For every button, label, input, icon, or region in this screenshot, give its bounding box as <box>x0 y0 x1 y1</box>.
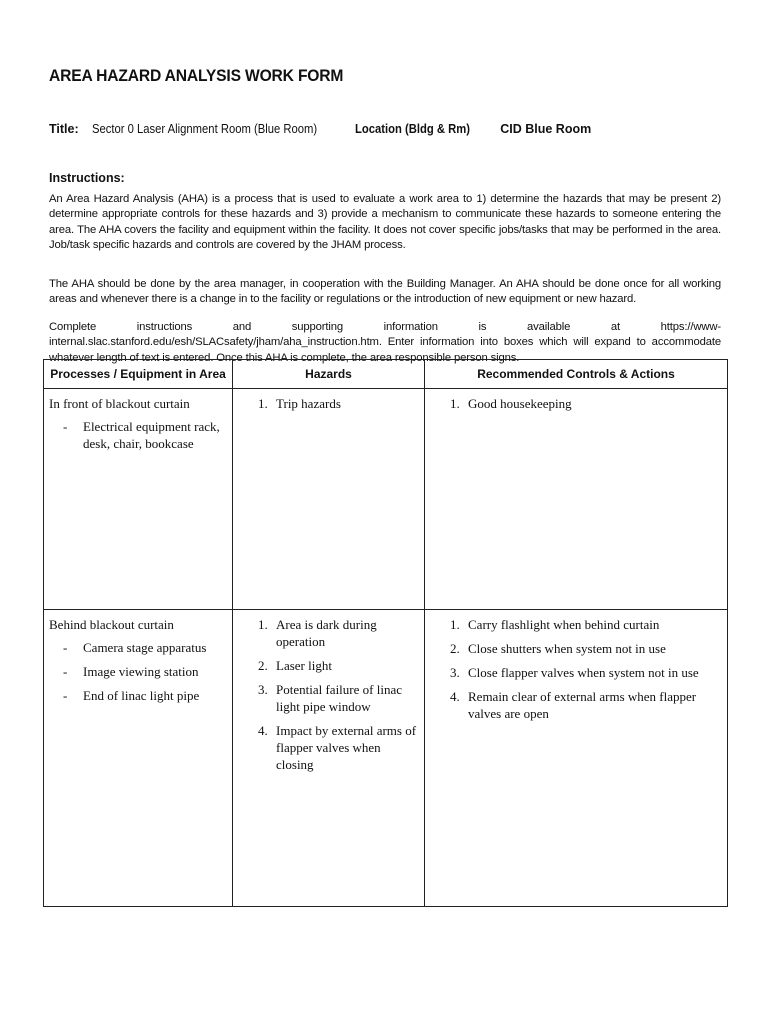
process-heading: Behind blackout curtain <box>49 617 174 632</box>
table-row <box>44 610 728 907</box>
process-heading: In front of blackout curtain <box>49 396 190 411</box>
form-title: AREA HAZARD ANALYSIS WORK FORM <box>49 66 344 85</box>
column-header-controls: Recommended Controls & Actions <box>425 360 728 389</box>
list-item: - Image viewing station <box>63 664 199 679</box>
hazards-list <box>238 395 420 412</box>
location-value: CID Blue Room <box>500 122 592 136</box>
list-item: 3. Potential failure of linac light pipe window <box>258 682 402 714</box>
controls-cell[interactable] <box>425 610 728 907</box>
header-row <box>49 122 729 142</box>
location-field <box>355 122 605 136</box>
dash-marker: - <box>63 640 68 655</box>
controls-cell[interactable] <box>425 389 728 610</box>
list-item: 4. Impact by external arms of flapper valves when closing <box>258 723 417 772</box>
title-label: Title: <box>49 122 79 136</box>
process-items <box>49 418 228 452</box>
instructions-paragraph: The AHA should be done by the area manager, in cooperation with the Building Manager. An AHA should be done once for all working areas and whenever there is a change in to the facility or regulations or the introduction of new equipment or new hazard. <box>49 278 721 306</box>
controls-list <box>430 616 723 722</box>
list-item: 3. Close flapper valves when system not in use <box>450 665 699 680</box>
dash-marker: - <box>63 419 68 434</box>
list-item: 2. Laser light <box>258 658 332 673</box>
location-label: Location (Bldg & Rm) <box>355 122 470 136</box>
hazards-cell[interactable] <box>233 389 425 610</box>
processes-cell[interactable] <box>44 610 233 907</box>
title-field <box>49 122 342 136</box>
list-item: 1. Good housekeeping <box>450 396 572 411</box>
list-item: 1. Area is dark during operation <box>258 617 377 649</box>
list-item: - Camera stage apparatus <box>63 640 207 655</box>
hazards-cell[interactable] <box>233 610 425 907</box>
instructions-heading: Instructions: <box>49 171 125 185</box>
list-item: 2. Close shutters when system not in use <box>450 641 666 656</box>
hazard-analysis-table <box>43 359 728 907</box>
list-item: 1. Carry flashlight when behind curtain <box>450 617 660 632</box>
process-items <box>49 639 228 704</box>
hazards-list <box>238 616 420 773</box>
controls-list <box>430 395 723 412</box>
table-row <box>44 389 728 610</box>
dash-marker: - <box>63 664 68 679</box>
title-value: Sector 0 Laser Alignment Room (Blue Room) <box>92 122 318 136</box>
list-item: - End of linac light pipe <box>63 688 200 703</box>
list-item: 4. Remain clear of external arms when flapper valves are open <box>450 689 697 721</box>
instructions-paragraph: An Area Hazard Analysis (AHA) is a process that is used to evaluate a work area to 1) determine the hazards that may be present 2) determine appropriate controls for these hazards and 3) provide a mechanism to communicate these hazards to someone entering the area. The AHA covers the facility and equipment within the facility. It does not cover specific jobs/tasks that may be performed in the area. Job/task specific hazards and controls are covered by the JHAM process. <box>49 193 721 252</box>
column-header-hazards: Hazards <box>233 360 425 389</box>
column-header-processes: Processes / Equipment in Area <box>44 360 233 389</box>
dash-marker: - <box>63 688 68 703</box>
instructions-paragraph: Complete instructions and supporting information is available at https://www-internal.slac.stanford.edu/esh/SLACsafety/jham/aha_instruction.htm. Enter information into boxes which will expand to accommodate whatever length of text is entered. Once this AHA is complete, the area responsible person signs. <box>49 321 721 364</box>
list-item: - Electrical equipment rack, desk, chair, bookcase <box>63 419 220 451</box>
processes-cell[interactable] <box>44 389 233 610</box>
table-header-row <box>44 360 728 389</box>
list-item: 1. Trip hazards <box>258 396 341 411</box>
